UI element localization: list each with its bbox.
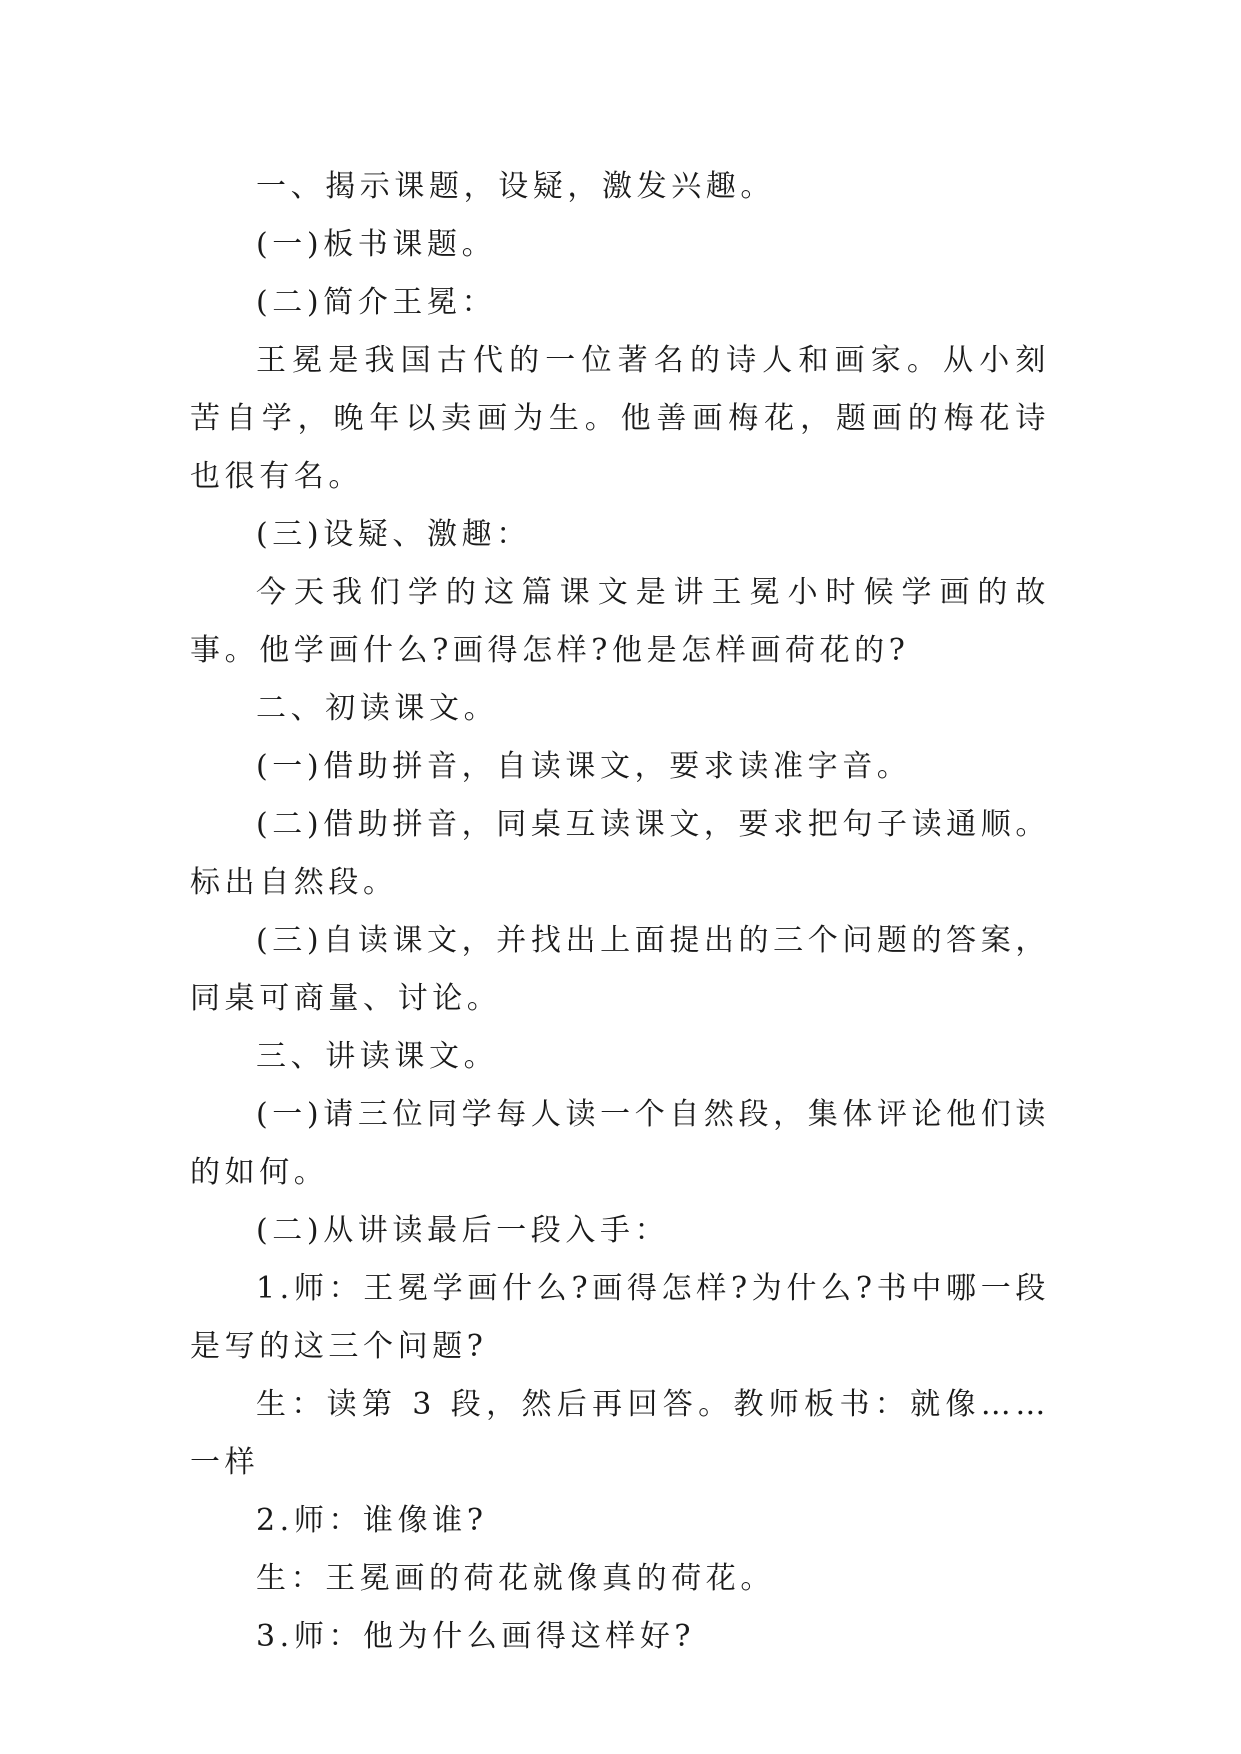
document-body (190, 158, 1050, 1666)
paragraph: 生：读第 3 段，然后再回答。教师板书：就像……一样 (190, 1387, 1050, 1480)
paragraph: (二)借助拼音，同桌互读课文，要求把句子读通顺。标出自然段。 (190, 807, 1050, 900)
paragraph: 今天我们学的这篇课文是讲王冕小时候学画的故事。他学画什么?画得怎样?他是怎样画荷花的? (190, 575, 1050, 668)
paragraph: (二)从讲读最后一段入手： (256, 1213, 670, 1248)
paragraph: (一)请三位同学每人读一个自然段，集体评论他们读的如何。 (190, 1097, 1050, 1190)
heading-section-1: 一、揭示课题，设疑，激发兴趣。 (256, 169, 775, 204)
paragraph: (一)借助拼音，自读课文，要求读准字音。 (256, 749, 912, 784)
paragraph: 2.师：谁像谁? (256, 1503, 488, 1538)
heading-section-3: 三、讲读课文。 (256, 1039, 499, 1074)
paragraph: 1.师：王冕学画什么?画得怎样?为什么?书中哪一段是写的这三个问题? (190, 1271, 1050, 1364)
paragraph: (二)简介王冕： (256, 285, 497, 320)
paragraph: 王冕是我国古代的一位著名的诗人和画家。从小刻苦自学，晚年以卖画为生。他善画梅花，题画的梅花诗也很有名。 (190, 343, 1050, 494)
paragraph: (三)设疑、激趣： (256, 517, 531, 552)
paragraph: 生：王冕画的荷花就像真的荷花。 (256, 1561, 775, 1596)
paragraph: (三)自读课文，并找出上面提出的三个问题的答案，同桌可商量、讨论。 (190, 923, 1050, 1016)
paragraph: (一)板书课题。 (256, 227, 497, 262)
heading-section-2: 二、初读课文。 (256, 691, 499, 726)
paragraph: 3.师：他为什么画得这样好? (256, 1619, 696, 1654)
